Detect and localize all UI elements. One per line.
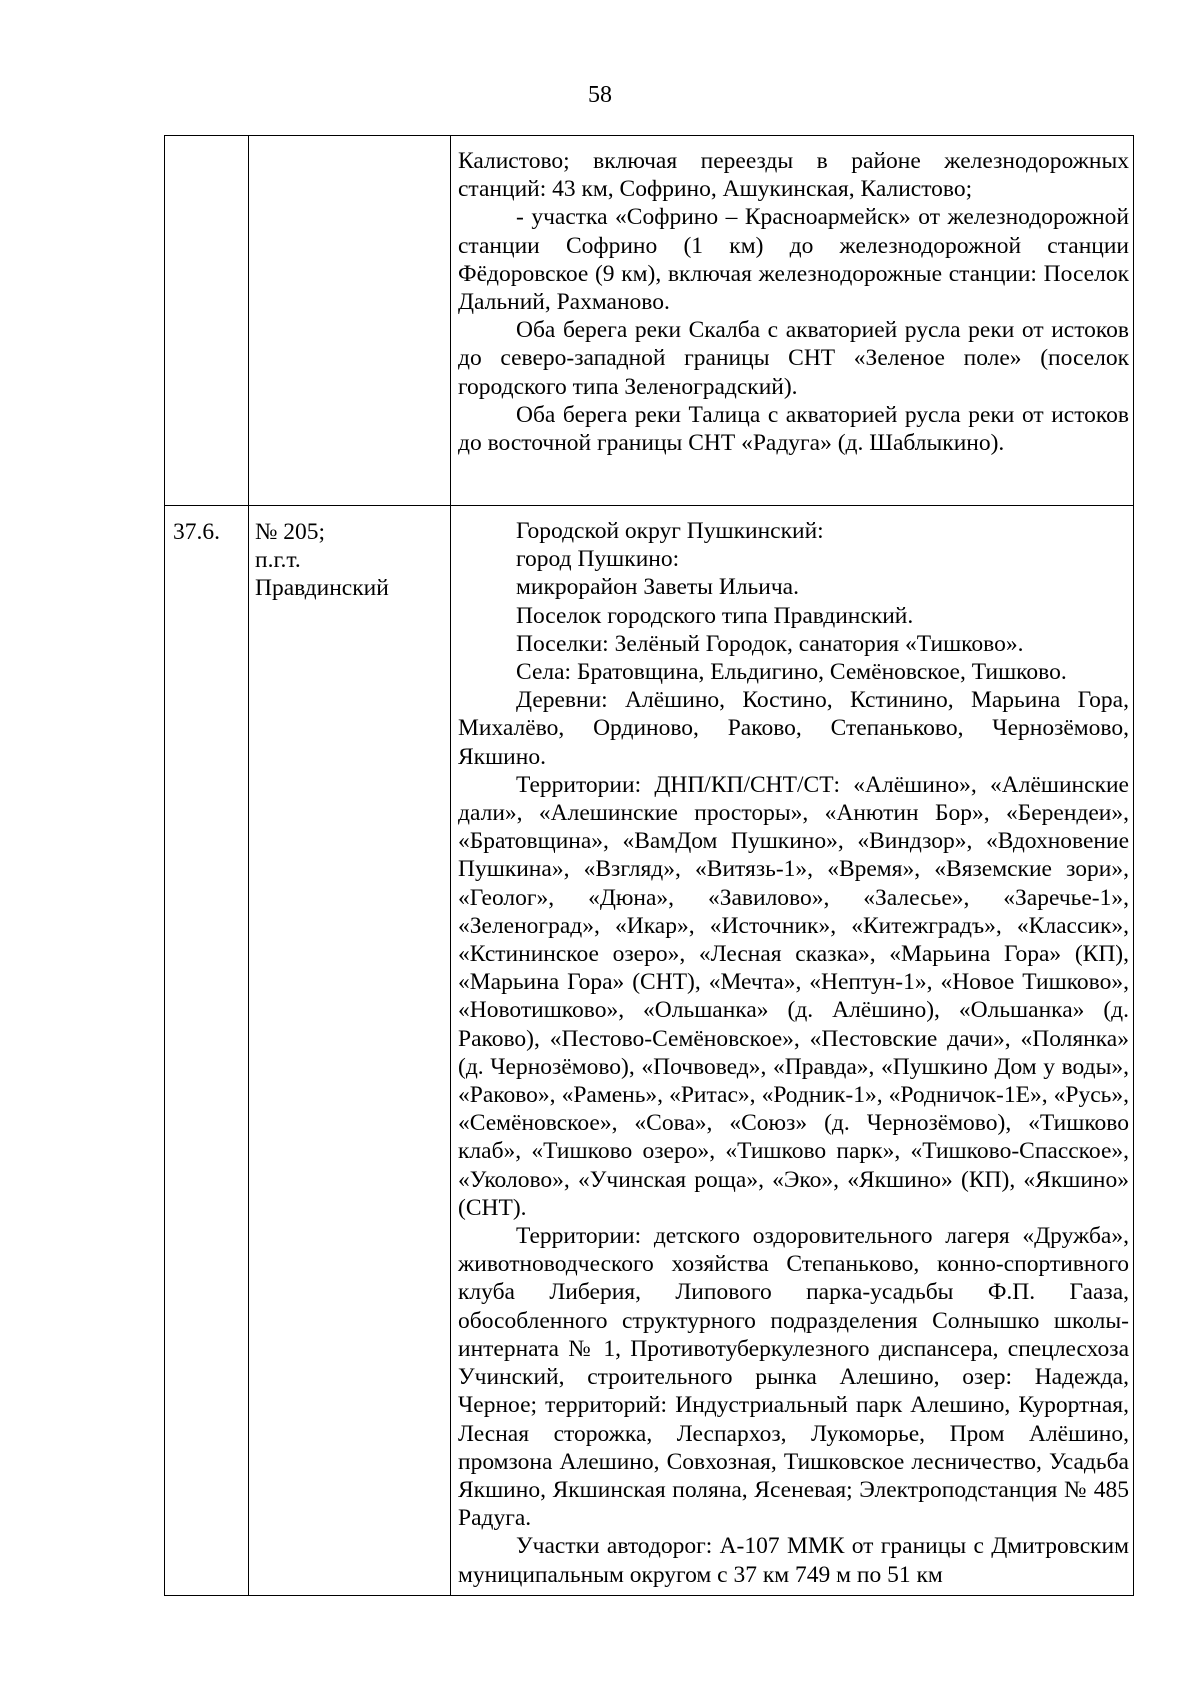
row-number-cell: 37.6. [165, 506, 249, 1596]
district-line: п.г.т. [255, 547, 301, 573]
page-number: 58 [588, 82, 612, 108]
description-paragraph: Оба берега реки Скалба с акваторией русла реки от истоков до северо-западной границы СНТ «Зеленое поле» (поселок городского типа Зеленоградский). [458, 317, 1129, 400]
description-paragraph: Села: Братовщина, Ельдигино, Семёновское, Тишково. [516, 659, 1067, 686]
description-paragraph: Поселок городского типа Правдинский. [516, 602, 914, 629]
description-paragraph: Поселки: Зелёный Городок, санатория «Тишково». [516, 630, 1024, 657]
description-cell [451, 506, 1134, 1596]
description-paragraph: город Пушкино: [516, 546, 680, 573]
row-number-cell [165, 136, 249, 506]
description-paragraph: - участка «Софрино – Красноармейск» от железнодорожной станции Софрино (1 км) до железнодорожной станции Фёдоровское (9 км), включая железнодорожные станции: Поселок Дальний, Рахманово. [458, 204, 1129, 316]
description-cell [451, 136, 1134, 506]
districts-table [164, 135, 1134, 1596]
description-paragraph: Деревни: Алёшино, Костино, Кстинино, Марьина Гора, Михалёво, Ординово, Раково, Степаньково, Чернозёмово, Якшино. [458, 687, 1129, 770]
district-line: Правдинский [255, 575, 389, 601]
table-row [165, 506, 1134, 1596]
description-paragraph: Городской округ Пушкинский: [516, 518, 824, 544]
description-paragraph: Территории: детского оздоровительного лагеря «Дружба», животноводческого хозяйства Степаньково, конно-спортивного клуба Либерия, Липового парка-усадьбы Ф.П. Гааза, обособленного структурного подразделения Солнышко школы-интерната № 1, Противотуберкулезного диспансера, спецлесхоза Учинский, строительного рынка Алешино, озер: Надежда, Черное; территорий: Индустриальный парк Алешино, Курортная, Лесная сторожка, Леспархоз, Лукоморье, Пром Алёшино, промзона Алешино, Совхозная, Тишковское лесничество, Усадьба Якшино, Якшинская поляна, Ясеневая; Электроподстанция № 485 Радуга. [458, 1223, 1129, 1532]
district-line: № 205; [255, 519, 326, 545]
description-paragraph: Территории: ДНП/КП/СНТ/СТ: «Алёшино», «Алёшинские дали», «Алешинские просторы», «Анютин Бор», «Берендеи», «Братовщина», «ВамДом Пушкино», «Виндзор», «Вдохновение Пушкина», «Взгляд», «Витязь-1», «Время», «Вяземские зори», «Геолог», «Дюна», «Завилово», «Залесье», «Заречье-1», «Зеленоград», «Икар», «Источник», «Китежградъ», «Классик», «Кстининское озеро», «Лесная сказка», «Марьина Гора» (КП), «Марьина Гора» (СНТ), «Мечта», «Нептун-1», «Новое Тишково», «Новотишково», «Ольшанка» (д. Алёшино), «Ольшанка» (д. Раково), «Пестово-Семёновское», «Пестовские дачи», «Полянка» (д. Чернозёмово), «Почвовед», «Правда», «Пушкино Дом у воды», «Раково», «Рамень», «Ритас», «Родник-1», «Родничок-1Е», «Русь», «Семёновское», «Сова», «Союз» (д. Чернозёмово), «Тишково клаб», «Тишково озеро», «Тишково парк», «Тишково-Спасское», «Уколово», «Учинская роща», «Эко», «Якшино» (КП), «Якшино» (СНТ). [458, 771, 1129, 1221]
description-paragraph: микрорайон Заветы Ильича. [516, 574, 799, 601]
description-paragraph: Калистово; включая переезды в районе железнодорожных станций: 43 км, Софрино, Ашукинская, Калистово; [458, 148, 1129, 203]
district-cell [249, 136, 451, 506]
district-cell [249, 506, 451, 1596]
table-row [165, 136, 1134, 506]
description-paragraph: Участки автодорог: А-107 ММК от границы с Дмитровским муниципальным округом с 37 км 749 м по 51 км [458, 1533, 1129, 1588]
description-paragraph: Оба берега реки Талица с акваторией русла реки от истоков до восточной границы СНТ «Радуга» (д. Шаблыкино). [458, 401, 1129, 457]
